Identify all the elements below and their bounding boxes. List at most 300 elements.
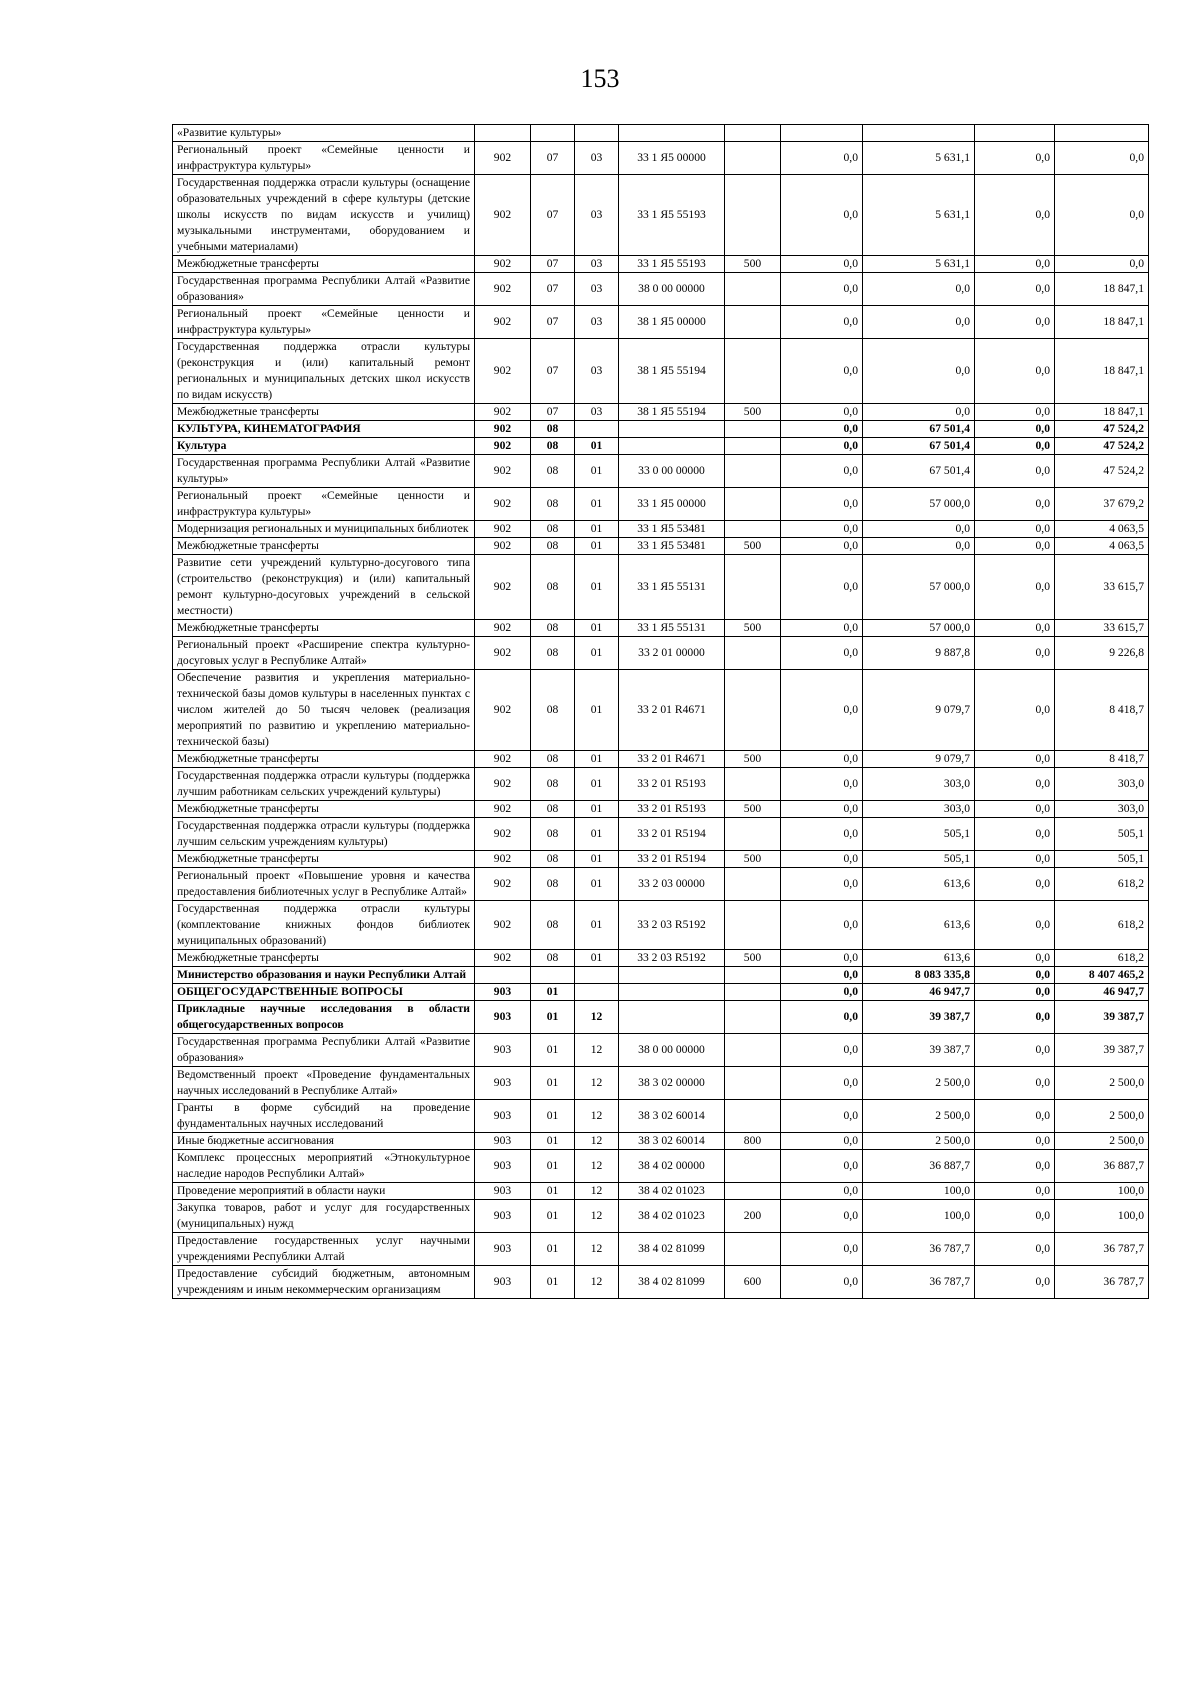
- row-amount-3-cell: 0,0: [975, 1266, 1055, 1299]
- row-target-article-cell: 38 4 02 00000: [619, 1150, 725, 1183]
- row-expense-type-cell: [725, 421, 781, 438]
- row-target-article-cell: 38 4 02 81099: [619, 1266, 725, 1299]
- row-amount-1-cell: 0,0: [781, 751, 863, 768]
- row-target-article-cell: 38 3 02 00000: [619, 1067, 725, 1100]
- row-section-cell: 07: [531, 273, 575, 306]
- row-section-cell: [531, 967, 575, 984]
- row-amount-1-cell: 0,0: [781, 868, 863, 901]
- row-section-cell: 08: [531, 488, 575, 521]
- row-name-cell: Проведение мероприятий в области науки: [173, 1183, 475, 1200]
- row-subsection-cell: 03: [575, 404, 619, 421]
- row-amount-1-cell: 0,0: [781, 950, 863, 967]
- row-expense-type-cell: [725, 768, 781, 801]
- row-ved-code-cell: 903: [475, 1133, 531, 1150]
- row-amount-4-cell: 33 615,7: [1055, 555, 1149, 620]
- row-target-article-cell: 38 0 00 00000: [619, 1034, 725, 1067]
- row-subsection-cell: 12: [575, 1067, 619, 1100]
- row-name-cell: Государственная поддержка отрасли культуры (оснащение образовательных учреждений в сфере культуры (детские школы искусств по видам искусств и училищ) музыкальными инструментами, оборудованием и учебными материалами): [173, 175, 475, 256]
- row-subsection-cell: 03: [575, 142, 619, 175]
- row-amount-1-cell: 0,0: [781, 801, 863, 818]
- row-name-cell: Модернизация региональных и муниципальных библиотек: [173, 521, 475, 538]
- row-amount-1-cell: 0,0: [781, 1100, 863, 1133]
- row-target-article-cell: 38 3 02 60014: [619, 1100, 725, 1133]
- table-row: [173, 455, 1149, 488]
- table-row: [173, 125, 1149, 142]
- row-subsection-cell: 03: [575, 175, 619, 256]
- row-amount-2-cell: 505,1: [863, 851, 975, 868]
- row-amount-3-cell: 0,0: [975, 1150, 1055, 1183]
- table-row: [173, 818, 1149, 851]
- row-ved-code-cell: 902: [475, 142, 531, 175]
- row-amount-2-cell: 8 083 335,8: [863, 967, 975, 984]
- row-subsection-cell: 01: [575, 851, 619, 868]
- row-name-cell: Межбюджетные трансферты: [173, 256, 475, 273]
- row-target-article-cell: 33 2 03 R5192: [619, 901, 725, 950]
- row-target-article-cell: 33 1 Я5 53481: [619, 521, 725, 538]
- row-section-cell: 01: [531, 1001, 575, 1034]
- row-amount-1-cell: 0,0: [781, 521, 863, 538]
- row-expense-type-cell: [725, 555, 781, 620]
- row-name-cell: Межбюджетные трансферты: [173, 751, 475, 768]
- row-amount-2-cell: 39 387,7: [863, 1034, 975, 1067]
- row-name-cell: Межбюджетные трансферты: [173, 538, 475, 555]
- row-amount-1-cell: 0,0: [781, 256, 863, 273]
- table-row: [173, 404, 1149, 421]
- row-section-cell: 01: [531, 1034, 575, 1067]
- table-row: [173, 670, 1149, 751]
- table-row: [173, 1266, 1149, 1299]
- table-row: [173, 488, 1149, 521]
- row-amount-2-cell: 57 000,0: [863, 555, 975, 620]
- row-amount-1-cell: 0,0: [781, 620, 863, 637]
- row-expense-type-cell: [725, 984, 781, 1001]
- row-expense-type-cell: [725, 175, 781, 256]
- row-amount-1-cell: 0,0: [781, 142, 863, 175]
- row-subsection-cell: 03: [575, 339, 619, 404]
- row-section-cell: 01: [531, 1150, 575, 1183]
- row-amount-3-cell: 0,0: [975, 1200, 1055, 1233]
- table-row: [173, 868, 1149, 901]
- row-amount-1-cell: 0,0: [781, 1150, 863, 1183]
- row-name-cell: Предоставление субсидий бюджетным, автономным учреждениям и иным некоммерческим организациям: [173, 1266, 475, 1299]
- table-row: [173, 538, 1149, 555]
- row-expense-type-cell: [725, 868, 781, 901]
- row-target-article-cell: 33 2 03 00000: [619, 868, 725, 901]
- row-subsection-cell: 12: [575, 1034, 619, 1067]
- row-amount-2-cell: 36 787,7: [863, 1233, 975, 1266]
- row-target-article-cell: 33 2 01 R4671: [619, 751, 725, 768]
- row-amount-3-cell: 0,0: [975, 339, 1055, 404]
- row-section-cell: 08: [531, 901, 575, 950]
- row-section-cell: 07: [531, 404, 575, 421]
- row-ved-code-cell: 902: [475, 421, 531, 438]
- row-expense-type-cell: [725, 1067, 781, 1100]
- row-subsection-cell: 03: [575, 273, 619, 306]
- row-section-cell: 08: [531, 421, 575, 438]
- row-ved-code-cell: 902: [475, 801, 531, 818]
- row-ved-code-cell: 903: [475, 1266, 531, 1299]
- row-target-article-cell: 33 2 01 R4671: [619, 670, 725, 751]
- row-amount-4-cell: 8 407 465,2: [1055, 967, 1149, 984]
- row-amount-4-cell: 618,2: [1055, 868, 1149, 901]
- row-amount-1-cell: 0,0: [781, 273, 863, 306]
- row-expense-type-cell: [725, 521, 781, 538]
- row-expense-type-cell: [725, 438, 781, 455]
- row-section-cell: 08: [531, 801, 575, 818]
- row-amount-4-cell: 505,1: [1055, 818, 1149, 851]
- row-section-cell: 08: [531, 670, 575, 751]
- row-name-cell: Государственная поддержка отрасли культуры (реконструкция и (или) капитальный ремонт региональных и муниципальных детских школ искусств по видам искусств): [173, 339, 475, 404]
- row-section-cell: 08: [531, 868, 575, 901]
- row-subsection-cell: [575, 421, 619, 438]
- table-row: [173, 175, 1149, 256]
- row-amount-1-cell: 0,0: [781, 818, 863, 851]
- row-ved-code-cell: 902: [475, 273, 531, 306]
- row-ved-code-cell: 902: [475, 438, 531, 455]
- row-amount-3-cell: 0,0: [975, 901, 1055, 950]
- row-section-cell: 01: [531, 1233, 575, 1266]
- row-name-cell: Межбюджетные трансферты: [173, 620, 475, 637]
- table-row: [173, 438, 1149, 455]
- row-name-cell: Государственная поддержка отрасли культуры (комплектование книжных фондов библиотек муниципальных образований): [173, 901, 475, 950]
- row-ved-code-cell: 902: [475, 555, 531, 620]
- table-row: [173, 521, 1149, 538]
- row-expense-type-cell: [725, 818, 781, 851]
- row-expense-type-cell: [725, 1034, 781, 1067]
- row-amount-4-cell: 36 787,7: [1055, 1266, 1149, 1299]
- row-amount-3-cell: [975, 125, 1055, 142]
- row-subsection-cell: 01: [575, 818, 619, 851]
- row-name-cell: Культура: [173, 438, 475, 455]
- row-expense-type-cell: [725, 901, 781, 950]
- row-section-cell: 07: [531, 339, 575, 404]
- row-section-cell: 08: [531, 438, 575, 455]
- table-row: [173, 1034, 1149, 1067]
- row-ved-code-cell: 903: [475, 1067, 531, 1100]
- row-target-article-cell: 38 1 Я5 55194: [619, 404, 725, 421]
- row-expense-type-cell: [725, 125, 781, 142]
- row-target-article-cell: 33 2 01 R5194: [619, 818, 725, 851]
- row-amount-4-cell: 0,0: [1055, 256, 1149, 273]
- table-row: [173, 637, 1149, 670]
- row-amount-1-cell: 0,0: [781, 967, 863, 984]
- row-expense-type-cell: [725, 1233, 781, 1266]
- row-section-cell: 01: [531, 1133, 575, 1150]
- row-target-article-cell: 33 1 Я5 00000: [619, 142, 725, 175]
- row-amount-1-cell: 0,0: [781, 768, 863, 801]
- row-expense-type-cell: [725, 1183, 781, 1200]
- row-amount-4-cell: 0,0: [1055, 175, 1149, 256]
- row-amount-4-cell: 618,2: [1055, 901, 1149, 950]
- row-amount-4-cell: 2 500,0: [1055, 1133, 1149, 1150]
- row-name-cell: Государственная поддержка отрасли культуры (поддержка лучшим сельским учреждениям культуры): [173, 818, 475, 851]
- row-amount-2-cell: 613,6: [863, 950, 975, 967]
- row-target-article-cell: 38 1 Я5 00000: [619, 306, 725, 339]
- row-ved-code-cell: 903: [475, 1001, 531, 1034]
- row-section-cell: 07: [531, 142, 575, 175]
- row-target-article-cell: [619, 421, 725, 438]
- row-ved-code-cell: 902: [475, 637, 531, 670]
- row-amount-4-cell: 2 500,0: [1055, 1067, 1149, 1100]
- row-amount-2-cell: 303,0: [863, 768, 975, 801]
- row-target-article-cell: [619, 125, 725, 142]
- row-amount-4-cell: 39 387,7: [1055, 1034, 1149, 1067]
- row-amount-4-cell: [1055, 125, 1149, 142]
- row-name-cell: Закупка товаров, работ и услуг для государственных (муниципальных) нужд: [173, 1200, 475, 1233]
- row-section-cell: 08: [531, 455, 575, 488]
- row-ved-code-cell: 902: [475, 818, 531, 851]
- row-section-cell: 08: [531, 521, 575, 538]
- row-amount-3-cell: 0,0: [975, 521, 1055, 538]
- row-amount-3-cell: 0,0: [975, 801, 1055, 818]
- row-amount-2-cell: 0,0: [863, 306, 975, 339]
- row-expense-type-cell: [725, 455, 781, 488]
- row-ved-code-cell: 903: [475, 1034, 531, 1067]
- table-row: [173, 256, 1149, 273]
- row-amount-4-cell: 100,0: [1055, 1183, 1149, 1200]
- row-amount-3-cell: 0,0: [975, 768, 1055, 801]
- row-amount-4-cell: 4 063,5: [1055, 538, 1149, 555]
- row-amount-1-cell: 0,0: [781, 455, 863, 488]
- table-row: [173, 984, 1149, 1001]
- row-expense-type-cell: [725, 306, 781, 339]
- row-amount-2-cell: 613,6: [863, 868, 975, 901]
- row-amount-1-cell: 0,0: [781, 1001, 863, 1034]
- row-amount-2-cell: [863, 125, 975, 142]
- row-amount-1-cell: 0,0: [781, 306, 863, 339]
- row-section-cell: 01: [531, 1200, 575, 1233]
- row-amount-1-cell: 0,0: [781, 404, 863, 421]
- row-name-cell: Региональный проект «Семейные ценности и инфраструктура культуры»: [173, 142, 475, 175]
- row-expense-type-cell: 800: [725, 1133, 781, 1150]
- row-amount-3-cell: 0,0: [975, 868, 1055, 901]
- row-ved-code-cell: 902: [475, 868, 531, 901]
- row-section-cell: 08: [531, 637, 575, 670]
- row-expense-type-cell: [725, 637, 781, 670]
- row-expense-type-cell: [725, 1100, 781, 1133]
- row-expense-type-cell: 500: [725, 404, 781, 421]
- row-amount-4-cell: 18 847,1: [1055, 273, 1149, 306]
- table-row: [173, 1150, 1149, 1183]
- row-amount-2-cell: 303,0: [863, 801, 975, 818]
- row-expense-type-cell: 500: [725, 751, 781, 768]
- row-expense-type-cell: 500: [725, 256, 781, 273]
- row-expense-type-cell: [725, 967, 781, 984]
- row-target-article-cell: 38 4 02 01023: [619, 1183, 725, 1200]
- row-ved-code-cell: 902: [475, 306, 531, 339]
- row-section-cell: 08: [531, 768, 575, 801]
- table-row: [173, 950, 1149, 967]
- row-name-cell: Региональный проект «Расширение спектра культурно-досуговых услуг в Республике Алтай»: [173, 637, 475, 670]
- row-expense-type-cell: [725, 670, 781, 751]
- row-subsection-cell: 12: [575, 1200, 619, 1233]
- row-ved-code-cell: [475, 967, 531, 984]
- row-name-cell: Межбюджетные трансферты: [173, 404, 475, 421]
- row-target-article-cell: 33 2 01 00000: [619, 637, 725, 670]
- row-amount-3-cell: 0,0: [975, 1133, 1055, 1150]
- row-target-article-cell: 33 0 00 00000: [619, 455, 725, 488]
- row-name-cell: Региональный проект «Семейные ценности и инфраструктура культуры»: [173, 488, 475, 521]
- table-row: [173, 620, 1149, 637]
- row-ved-code-cell: 902: [475, 339, 531, 404]
- row-name-cell: ОБЩЕГОСУДАРСТВЕННЫЕ ВОПРОСЫ: [173, 984, 475, 1001]
- row-amount-3-cell: 0,0: [975, 620, 1055, 637]
- row-ved-code-cell: 902: [475, 901, 531, 950]
- row-amount-2-cell: 0,0: [863, 521, 975, 538]
- table-row: [173, 1233, 1149, 1266]
- row-amount-3-cell: 0,0: [975, 404, 1055, 421]
- row-expense-type-cell: 500: [725, 801, 781, 818]
- row-subsection-cell: 01: [575, 438, 619, 455]
- row-amount-2-cell: 67 501,4: [863, 421, 975, 438]
- row-amount-3-cell: 0,0: [975, 637, 1055, 670]
- row-ved-code-cell: 903: [475, 1183, 531, 1200]
- row-amount-1-cell: 0,0: [781, 339, 863, 404]
- row-amount-4-cell: 46 947,7: [1055, 984, 1149, 1001]
- row-name-cell: Обеспечение развития и укрепления материально-технической базы домов культуры в населенных пунктах с числом жителей до 50 тысяч человек (реализация мероприятий по развитию и укреплению материально-технической базы): [173, 670, 475, 751]
- row-subsection-cell: 01: [575, 950, 619, 967]
- row-amount-4-cell: 100,0: [1055, 1200, 1149, 1233]
- row-section-cell: 07: [531, 256, 575, 273]
- row-subsection-cell: 01: [575, 555, 619, 620]
- row-amount-1-cell: 0,0: [781, 175, 863, 256]
- row-name-cell: Межбюджетные трансферты: [173, 801, 475, 818]
- row-amount-3-cell: 0,0: [975, 670, 1055, 751]
- table-row: [173, 142, 1149, 175]
- row-ved-code-cell: 903: [475, 1233, 531, 1266]
- row-amount-4-cell: 303,0: [1055, 768, 1149, 801]
- row-subsection-cell: [575, 125, 619, 142]
- row-name-cell: «Развитие культуры»: [173, 125, 475, 142]
- row-amount-1-cell: 0,0: [781, 538, 863, 555]
- row-target-article-cell: 38 3 02 60014: [619, 1133, 725, 1150]
- row-ved-code-cell: 902: [475, 670, 531, 751]
- row-ved-code-cell: 902: [475, 538, 531, 555]
- row-ved-code-cell: 902: [475, 488, 531, 521]
- row-amount-2-cell: 9 079,7: [863, 751, 975, 768]
- row-amount-3-cell: 0,0: [975, 306, 1055, 339]
- table-row: [173, 751, 1149, 768]
- row-amount-2-cell: 100,0: [863, 1183, 975, 1200]
- table-row: [173, 421, 1149, 438]
- row-amount-2-cell: 5 631,1: [863, 175, 975, 256]
- row-target-article-cell: 33 1 Я5 55193: [619, 256, 725, 273]
- row-expense-type-cell: 500: [725, 620, 781, 637]
- row-subsection-cell: 03: [575, 306, 619, 339]
- row-amount-4-cell: 18 847,1: [1055, 404, 1149, 421]
- row-name-cell: Развитие сети учреждений культурно-досугового типа (строительство (реконструкция) и (или) капитальный ремонт культурно-досуговых учреждений в сельской местности): [173, 555, 475, 620]
- row-amount-3-cell: 0,0: [975, 967, 1055, 984]
- row-section-cell: 01: [531, 1183, 575, 1200]
- row-subsection-cell: 03: [575, 256, 619, 273]
- row-amount-1-cell: 0,0: [781, 1133, 863, 1150]
- row-ved-code-cell: 903: [475, 984, 531, 1001]
- row-target-article-cell: 38 4 02 01023: [619, 1200, 725, 1233]
- row-amount-1-cell: 0,0: [781, 670, 863, 751]
- row-section-cell: 01: [531, 1100, 575, 1133]
- row-amount-3-cell: 0,0: [975, 555, 1055, 620]
- row-subsection-cell: 01: [575, 637, 619, 670]
- row-amount-3-cell: 0,0: [975, 538, 1055, 555]
- row-amount-2-cell: 5 631,1: [863, 142, 975, 175]
- row-section-cell: 01: [531, 1067, 575, 1100]
- row-amount-4-cell: 47 524,2: [1055, 455, 1149, 488]
- row-amount-4-cell: 36 887,7: [1055, 1150, 1149, 1183]
- row-ved-code-cell: 902: [475, 404, 531, 421]
- row-amount-1-cell: 0,0: [781, 1183, 863, 1200]
- table-row: [173, 967, 1149, 984]
- row-name-cell: Ведомственный проект «Проведение фундаментальных научных исследований в Республике Алтай»: [173, 1067, 475, 1100]
- row-amount-1-cell: 0,0: [781, 901, 863, 950]
- row-amount-1-cell: 0,0: [781, 1233, 863, 1266]
- row-amount-2-cell: 9 887,8: [863, 637, 975, 670]
- table-row: [173, 555, 1149, 620]
- row-section-cell: 08: [531, 851, 575, 868]
- row-amount-2-cell: 5 631,1: [863, 256, 975, 273]
- row-target-article-cell: 33 1 Я5 55131: [619, 620, 725, 637]
- row-section-cell: 01: [531, 984, 575, 1001]
- row-subsection-cell: 12: [575, 1150, 619, 1183]
- row-name-cell: Государственная программа Республики Алтай «Развитие образования»: [173, 1034, 475, 1067]
- row-amount-2-cell: 505,1: [863, 818, 975, 851]
- row-amount-1-cell: 0,0: [781, 1067, 863, 1100]
- row-amount-2-cell: 613,6: [863, 901, 975, 950]
- row-expense-type-cell: [725, 1150, 781, 1183]
- row-section-cell: 08: [531, 538, 575, 555]
- row-amount-3-cell: 0,0: [975, 438, 1055, 455]
- row-amount-2-cell: 67 501,4: [863, 455, 975, 488]
- row-amount-1-cell: [781, 125, 863, 142]
- row-amount-3-cell: 0,0: [975, 421, 1055, 438]
- table-row: [173, 1001, 1149, 1034]
- table-row: [173, 273, 1149, 306]
- row-amount-3-cell: 0,0: [975, 1067, 1055, 1100]
- row-amount-3-cell: 0,0: [975, 175, 1055, 256]
- row-amount-2-cell: 39 387,7: [863, 1001, 975, 1034]
- row-expense-type-cell: 200: [725, 1200, 781, 1233]
- row-expense-type-cell: 500: [725, 851, 781, 868]
- row-expense-type-cell: [725, 273, 781, 306]
- row-target-article-cell: 33 2 01 R5193: [619, 768, 725, 801]
- row-name-cell: Государственная программа Республики Алтай «Развитие образования»: [173, 273, 475, 306]
- row-subsection-cell: 12: [575, 1001, 619, 1034]
- row-amount-4-cell: 0,0: [1055, 142, 1149, 175]
- row-amount-2-cell: 9 079,7: [863, 670, 975, 751]
- row-section-cell: 01: [531, 1266, 575, 1299]
- row-target-article-cell: [619, 438, 725, 455]
- row-amount-1-cell: 0,0: [781, 637, 863, 670]
- row-expense-type-cell: 500: [725, 950, 781, 967]
- row-amount-1-cell: 0,0: [781, 421, 863, 438]
- row-target-article-cell: 33 1 Я5 55131: [619, 555, 725, 620]
- row-amount-3-cell: 0,0: [975, 455, 1055, 488]
- row-name-cell: Региональный проект «Повышение уровня и качества предоставления библиотечных услуг в Республике Алтай»: [173, 868, 475, 901]
- row-name-cell: Комплекс процессных мероприятий «Этнокультурное наследие народов Республики Алтай»: [173, 1150, 475, 1183]
- row-section-cell: 08: [531, 818, 575, 851]
- row-amount-2-cell: 57 000,0: [863, 488, 975, 521]
- row-name-cell: Министерство образования и науки Республики Алтай: [173, 967, 475, 984]
- table-row: [173, 1133, 1149, 1150]
- row-ved-code-cell: 903: [475, 1150, 531, 1183]
- row-subsection-cell: 01: [575, 521, 619, 538]
- row-subsection-cell: 12: [575, 1133, 619, 1150]
- row-amount-2-cell: 2 500,0: [863, 1067, 975, 1100]
- row-expense-type-cell: [725, 1001, 781, 1034]
- row-amount-4-cell: 9 226,8: [1055, 637, 1149, 670]
- row-subsection-cell: [575, 967, 619, 984]
- row-amount-1-cell: 0,0: [781, 1200, 863, 1233]
- row-amount-1-cell: 0,0: [781, 984, 863, 1001]
